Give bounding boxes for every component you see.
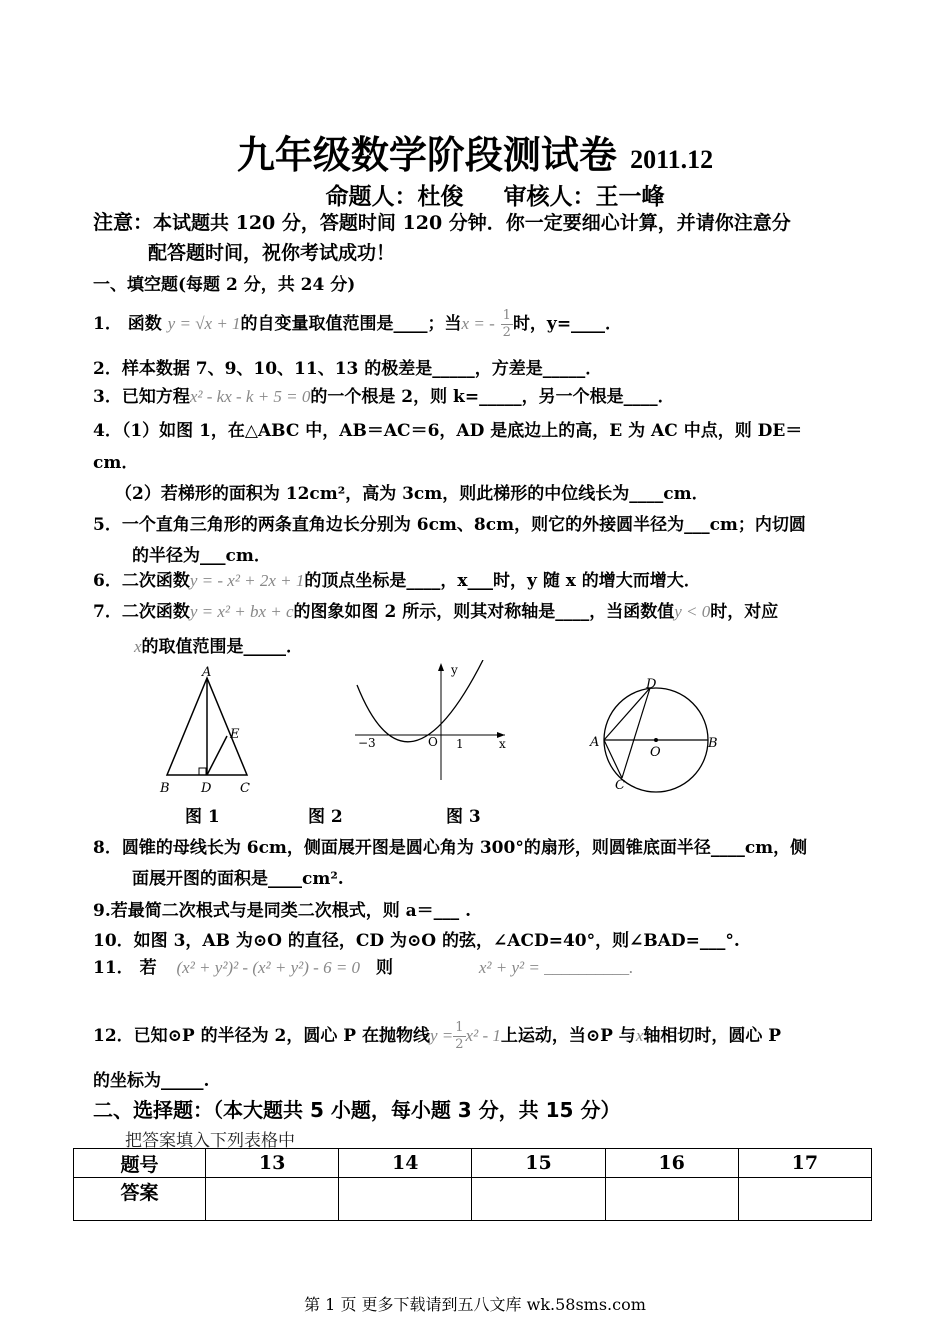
note-line-2: 配答题时间，祝你考试成功！	[148, 242, 396, 264]
question-4-part-2: （2）若梯形的面积为 12cm²，高为 3cm，则此梯形的中位线长为____cm．	[115, 484, 709, 504]
question-3	[93, 382, 675, 407]
fig3-label-b: B	[708, 736, 718, 751]
q11-prefix: 11． 若	[93, 958, 157, 978]
table-number-14: 14	[339, 1149, 472, 1178]
page-title	[0, 124, 950, 179]
answer-cell-17[interactable]	[738, 1178, 871, 1221]
q1-suffix: 时，y=____．	[512, 314, 623, 334]
q11-answer: x² + y² = __________.	[478, 958, 634, 977]
q7-tail: 时，对应	[710, 602, 779, 622]
q3-prefix: 3．已知方程	[93, 387, 190, 407]
table-row	[74, 1149, 872, 1178]
q1-text: 的自变量取值范围是____；当	[240, 314, 462, 334]
q12-prefix: 12．已知⊙P 的半径为 2，圆心 P 在抛物线	[93, 1026, 430, 1046]
figure-3-caption: 图 3	[446, 807, 481, 827]
q7-range: 的取值范围是_____．	[141, 637, 304, 657]
q7-formula: y = x² + bx + c	[189, 602, 294, 621]
figure-2	[345, 660, 515, 790]
fig3-label-a: A	[590, 735, 600, 750]
question-4-line-1: 4．（1）如图 1，在△ABC 中，AB＝AC＝6，AD 是底边上的高，E 为 AC 中点，则 DE＝	[93, 421, 803, 441]
page-footer: 第 1 页 更多下载请到五八文库 wk.58sms.com	[304, 1295, 646, 1314]
fig2-label-y: y	[451, 663, 458, 677]
section-2-title: 二、选择题：（本大题共 5 小题，每小题 3 分，共 15 分）	[93, 1098, 621, 1122]
question-12-line-1	[93, 1020, 781, 1053]
q12-text: 上运动，当⊙P 与	[500, 1026, 636, 1046]
q7-condition: y < 0	[674, 602, 711, 621]
q12-y: y =	[429, 1026, 454, 1045]
answer-cell-15[interactable]	[472, 1178, 605, 1221]
q6-text: 的顶点坐标是____，x___时，y 随 x 的增大而增大．	[304, 571, 701, 591]
q7-prefix: 7．二次函数	[93, 602, 190, 622]
question-11	[93, 953, 633, 978]
q12-tail: 轴相切时，圆心 P	[643, 1026, 782, 1046]
q6-formula: y = - x² + 2x + 1	[189, 571, 305, 590]
fig1-label-b: B	[160, 781, 170, 796]
answer-hint: 把答案填入下列表格中	[125, 1131, 295, 1151]
table-answer-label: 答案	[74, 1178, 206, 1221]
q3-text: 的一个根是 2，则 k=_____，另一个根是____．	[310, 387, 675, 407]
authors-line: 命题人：杜俊 审核人：王一峰	[325, 184, 665, 210]
table-number-17: 17	[738, 1149, 871, 1178]
q12-fraction: $\frac{1}{2}$	[455, 1020, 464, 1052]
q12-x: x	[635, 1026, 644, 1045]
question-4-line-2: cm．	[93, 453, 139, 473]
fig1-label-c: C	[240, 781, 250, 796]
figure-3	[582, 668, 732, 798]
question-5-line-1: 5．一个直角三角形的两条直角边长分别为 6cm、8cm，则它的外接圆半径为___cm；内切圆	[93, 515, 806, 535]
exam-note	[93, 207, 873, 268]
question-2: 2．样本数据 7、9、10、11、13 的极差是_____，方差是_____．	[93, 359, 603, 379]
q12-formula: x² - 1	[465, 1026, 501, 1045]
fig1-label-a: A	[202, 665, 212, 680]
question-8-line-2: 面展开图的面积是____cm².	[132, 869, 344, 889]
q6-prefix: 6．二次函数	[93, 571, 190, 591]
note-label: 注意：	[93, 210, 153, 234]
question-5-line-2: 的半径为___cm．	[132, 546, 271, 566]
answer-cell-13[interactable]	[206, 1178, 339, 1221]
table-number-15: 15	[472, 1149, 605, 1178]
fig2-label-origin: O	[428, 735, 438, 749]
table-header-label: 题号	[74, 1149, 206, 1178]
q1-x: x = -	[461, 314, 495, 333]
q11-equation: (x² + y²)² - (x² + y²) - 6 = 0	[176, 958, 361, 977]
q7-x: x	[134, 637, 142, 656]
question-7-line-2	[134, 632, 303, 657]
q1-formula: y = √x + 1	[167, 314, 241, 333]
question-8-line-1: 8．圆锥的母线长为 6cm，侧面展开图是圆心角为 300°的扇形，则圆锥底面半径____cm，侧	[93, 838, 808, 858]
question-6	[93, 566, 701, 591]
question-12-line-2: 的坐标为_____.	[93, 1071, 210, 1091]
table-number-16: 16	[605, 1149, 738, 1178]
table-number-13: 13	[206, 1149, 339, 1178]
section-1-title: 一、填空题(每题 2 分，共 24 分)	[93, 275, 356, 295]
fig3-label-c: C	[615, 778, 625, 793]
fig3-label-d: D	[646, 677, 657, 692]
table-row	[74, 1178, 872, 1221]
question-7-line-1	[93, 597, 778, 622]
answer-cell-16[interactable]	[605, 1178, 738, 1221]
answer-cell-14[interactable]	[339, 1178, 472, 1221]
q7-text: 的图象如图 2 所示，则其对称轴是____，当函数值	[293, 602, 675, 622]
fig3-label-o: O	[650, 745, 661, 760]
title-year: 2011.12	[630, 145, 714, 174]
q1-prefix: 1． 函数	[93, 314, 162, 334]
fig2-label-x: x	[499, 737, 506, 751]
question-9: 9.若最简二次根式与是同类二次根式，则 a＝___ .	[93, 901, 472, 921]
figure-2-caption: 图 2	[308, 807, 343, 827]
figure-1-caption: 图 1	[185, 807, 220, 827]
question-10: 10．如图 3，AB 为⊙O 的直径，CD 为⊙O 的弦，∠ACD=40°，则∠BAD=___°.	[93, 931, 740, 951]
fig2-label-neg3: −3	[358, 736, 376, 750]
title-text: 九年级数学阶段测试卷	[236, 133, 617, 177]
fig1-label-d: D	[201, 781, 212, 796]
note-line-1: 本试题共 120 分，答题时间 120 分钟．你一定要细心计算，并请你注意分	[153, 212, 791, 234]
q11-then: 则	[375, 958, 393, 978]
q3-formula: x² - kx - k + 5 = 0	[189, 387, 311, 406]
fig2-label-1: 1	[456, 737, 464, 751]
question-1	[93, 308, 622, 341]
fig1-label-e: E	[230, 727, 240, 742]
figure-1	[155, 660, 265, 800]
answer-table	[73, 1148, 872, 1221]
q1-fraction: $\frac{1}{2}$	[502, 308, 511, 340]
